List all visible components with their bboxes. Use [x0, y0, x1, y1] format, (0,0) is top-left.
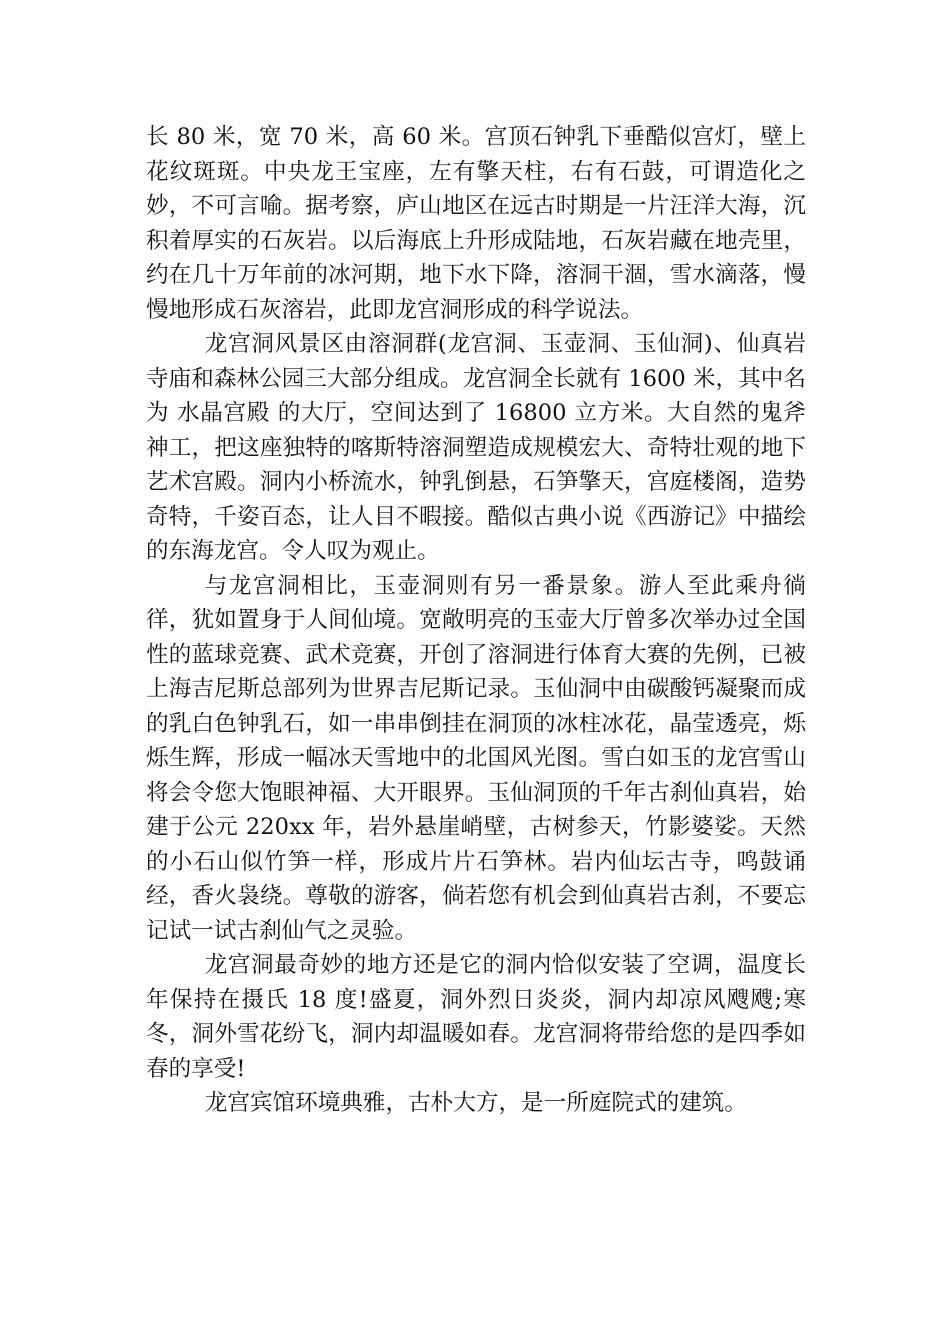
paragraph-1: 长 80 米，宽 70 米，高 60 米。宫顶石钟乳下垂酷似宫灯，壁上花纹斑斑。中央龙王宝座，左有擎天柱，右有石鼓，可谓造化之妙，不可言喻。据考察，庐山地区在远古时期是一片汪洋大海，沉积着厚实的石灰岩。以后海底上升形成陆地，石灰岩藏在地壳里，约在几十万年前的冰河期，地下水下降，溶洞干涸，雪水滴落，慢慢地形成石灰溶岩，此即龙宫洞形成的科学说法。 [146, 124, 806, 323]
paragraph-2: 龙宫洞风景区由溶洞群(龙宫洞、玉壶洞、玉仙洞)、仙真岩寺庙和森林公园三大部分组成。龙宫洞全长就有 1600 米，其中名为 水晶宫殿 的大厅，空间达到了 16800 立方米。大自然的鬼斧神工，把这座独特的喀斯特溶洞塑造成规模宏大、奇特壮观的地下艺术宫殿。洞内小桥流水，钟乳倒悬，石笋擎天，宫庭楼阁，造势奇特，千姿百态，让人目不暇接。酷似古典小说《西游记》中描绘的东海龙宫。令人叹为观止。 [146, 331, 806, 564]
paragraph-4: 龙宫洞最奇妙的地方还是它的洞内恰似安装了空调，温度长年保持在摄氏 18 度!盛夏，洞外烈日炎炎，洞内却凉风飕飕;寒冬，洞外雪花纷飞，洞内却温暖如春。龙宫洞将带给您的是四季如春的享受! [146, 952, 806, 1082]
paragraph-5: 龙宫宾馆环境典雅，古朴大方，是一所庭院式的建筑。 [204, 1090, 747, 1116]
document-page [146, 120, 806, 1121]
paragraph-3: 与龙宫洞相比，玉壶洞则有另一番景象。游人至此乘舟徜徉，犹如置身于人间仙境。宽敞明亮的玉壶大厅曾多次举办过全国性的蓝球竞赛、武术竞赛，开创了溶洞进行体育大赛的先例，已被上海吉尼斯总部列为世界吉尼斯记录。玉仙洞中由碳酸钙凝聚而成的乳白色钟乳石，如一串串倒挂在洞顶的冰柱冰花，晶莹透亮，烁烁生辉，形成一幅冰天雪地中的北国风光图。雪白如玉的龙宫雪山将会令您大饱眼神福、大开眼界。玉仙洞顶的千年古刹仙真岩，始建于公元 220xx 年，岩外悬崖峭壁，古树参天，竹影婆娑。天然的小石山似竹笋一样，形成片片石笋林。岩内仙坛古寺，鸣鼓诵经，香火袅绕。尊敬的游客，倘若您有机会到仙真岩古刹，不要忘记试一试古刹仙气之灵验。 [146, 572, 806, 944]
